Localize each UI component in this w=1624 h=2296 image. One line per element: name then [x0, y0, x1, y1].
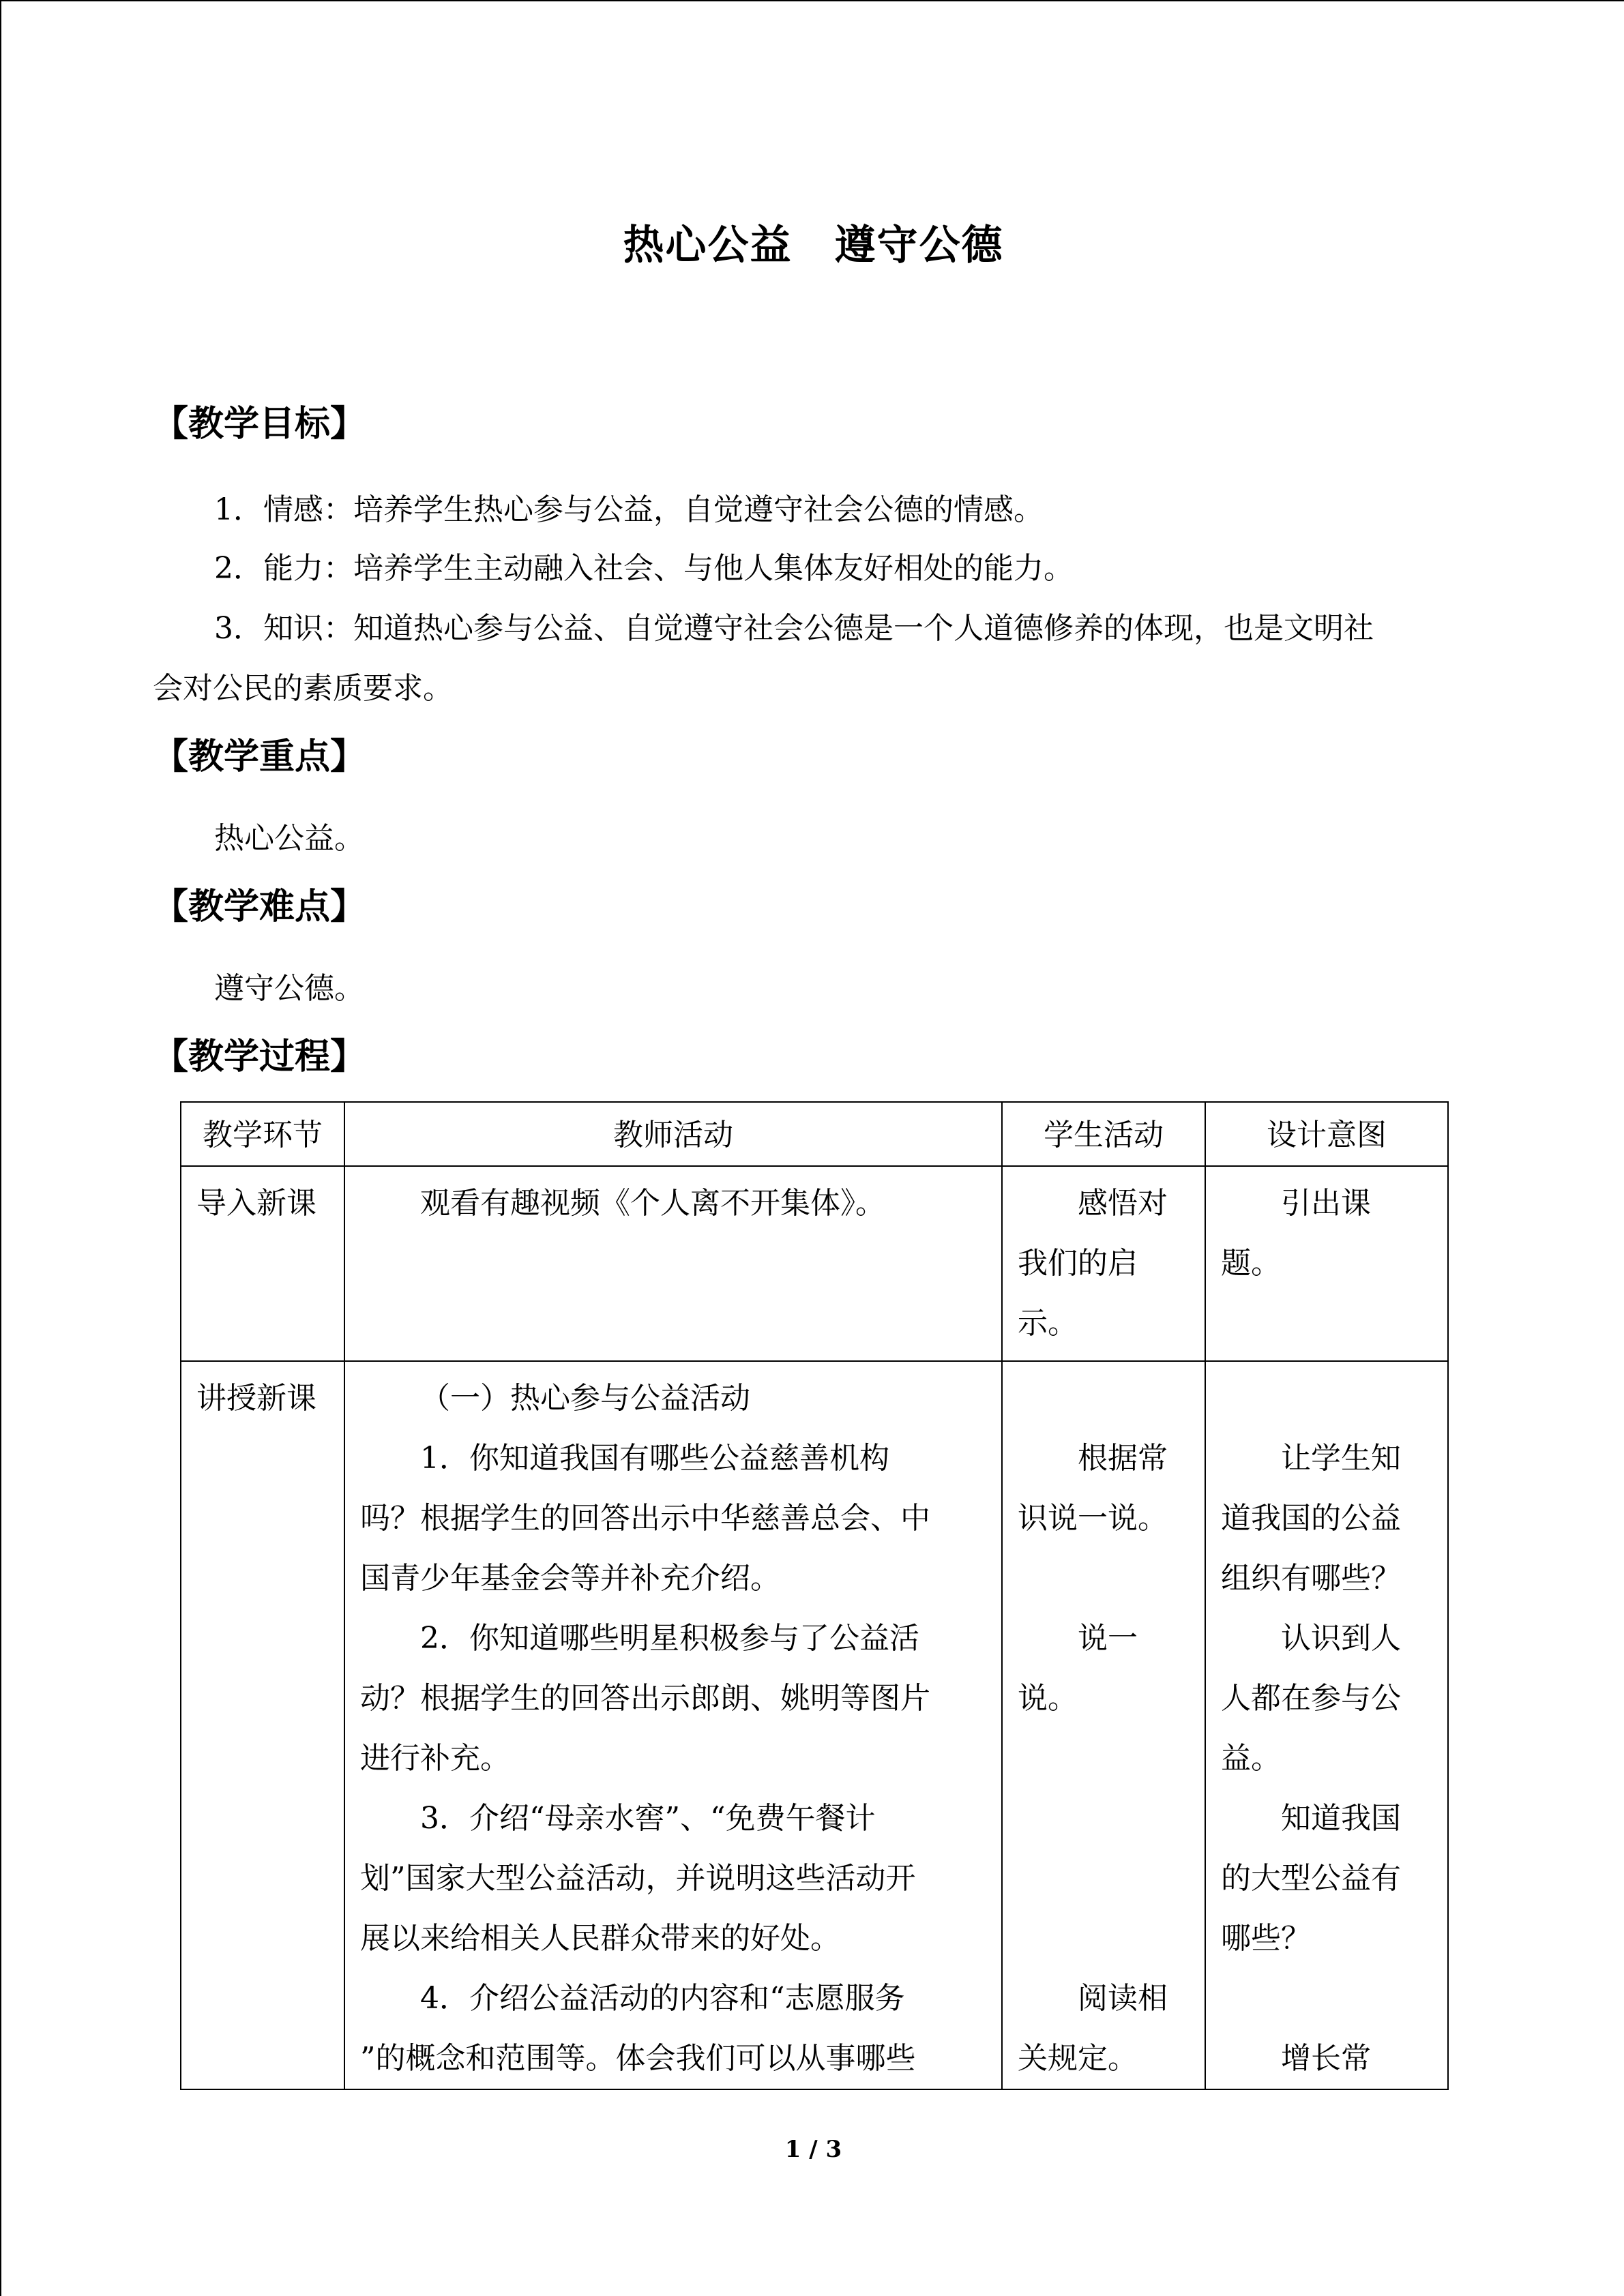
objective-item-2: 2．能力：培养学生主动融入社会、与他人集体友好相处的能力。 [214, 551, 1074, 586]
teaching-process-table [180, 1101, 1449, 2090]
spacer [1221, 1969, 1432, 2029]
teacher-activity-line: 国青少年基金会等并补充介绍。 [360, 1561, 780, 1596]
teacher-activity-cell [344, 1166, 1002, 1361]
spacer [1018, 1549, 1190, 1609]
column-header-stage: 教学环节 [181, 1102, 344, 1166]
spacer [1221, 1369, 1432, 1429]
design-intent-line: 人都在参与公 [1221, 1681, 1401, 1716]
design-intent-line: 益。 [1221, 1741, 1281, 1776]
stage-cell [181, 1166, 344, 1361]
teacher-activity-line: （一）热心参与公益活动 [420, 1381, 750, 1416]
student-activity-cell [1002, 1166, 1205, 1361]
spacer [1018, 1729, 1190, 1789]
design-intent-cell [1205, 1166, 1448, 1361]
key-point-text: 热心公益。 [214, 821, 364, 856]
table-row [181, 1361, 1448, 2089]
student-activity-line: 根据常 [1078, 1441, 1168, 1476]
difficulty-text: 遵守公德。 [214, 971, 364, 1006]
design-intent-line: 增长常 [1281, 2041, 1371, 2076]
design-intent-cell [1205, 1361, 1448, 2089]
objective-item-1: 1．情感：培养学生热心参与公益，自觉遵守社会公德的情感。 [214, 492, 1044, 527]
key-point-heading: 【教学重点】 [153, 736, 366, 777]
stage-text: 讲授新课 [196, 1381, 316, 1416]
student-activity-line: 说。 [1018, 1681, 1078, 1716]
teacher-activity-line: 4．介绍公益活动的内容和“志愿服务 [420, 1981, 905, 2016]
column-header-student-activity: 学生活动 [1002, 1102, 1205, 1166]
student-activity-line: 示。 [1018, 1306, 1078, 1341]
column-header-teacher-activity: 教师活动 [344, 1102, 1002, 1166]
student-activity-line: 阅读相 [1078, 1981, 1168, 2016]
design-intent-line: 认识到人 [1281, 1621, 1401, 1656]
spacer [1018, 1909, 1190, 1969]
design-intent-line: 知道我国 [1281, 1801, 1401, 1836]
objectives-heading: 【教学目标】 [153, 403, 366, 445]
design-intent-line: 让学生知 [1281, 1441, 1401, 1476]
teacher-activity-line: 吗？根据学生的回答出示中华慈善总会、中 [360, 1501, 930, 1536]
spacer [1018, 1789, 1190, 1849]
difficulty-heading: 【教学难点】 [153, 886, 366, 927]
document-title: 热心公益 遵守公德 [623, 222, 1004, 269]
design-intent-line: 题。 [1221, 1246, 1281, 1281]
teacher-activity-line: 观看有趣视频《个人离不开集体》。 [420, 1186, 885, 1221]
student-activity-line: 关规定。 [1018, 2041, 1138, 2076]
objective-item-3-line-2: 会对公民的素质要求。 [153, 671, 453, 706]
teacher-activity-line: 进行补充。 [360, 1741, 510, 1776]
design-intent-line: 的大型公益有 [1221, 1861, 1401, 1896]
design-intent-line: 道我国的公益 [1221, 1501, 1401, 1536]
student-activity-line: 说一 [1078, 1621, 1138, 1656]
column-header-design-intent: 设计意图 [1205, 1102, 1448, 1166]
teacher-activity-line: ”的概念和范围等。体会我们可以从事哪些 [360, 2041, 916, 2076]
stage-text: 导入新课 [196, 1186, 316, 1221]
objective-item-3-line-1: 3．知识：知道热心参与公益、自觉遵守社会公德是一个人道德修养的体现，也是文明社 [214, 611, 1374, 646]
teacher-activity-line: 1．你知道我国有哪些公益慈善机构 [420, 1441, 889, 1476]
teacher-activity-line: 2．你知道哪些明星积极参与了公益活 [420, 1621, 919, 1656]
student-activity-line: 感悟对 [1078, 1186, 1168, 1221]
teacher-activity-line: 动？根据学生的回答出示郎朗、姚明等图片 [360, 1681, 930, 1716]
teacher-activity-line: 展以来给相关人民群众带来的好处。 [360, 1921, 840, 1956]
student-activity-line: 识说一说。 [1018, 1501, 1168, 1536]
table-header-row [181, 1102, 1448, 1166]
spacer [1018, 1849, 1190, 1909]
design-intent-line: 哪些？ [1221, 1921, 1311, 1956]
student-activity-cell [1002, 1361, 1205, 2089]
teacher-activity-line: 划”国家大型公益活动，并说明这些活动开 [360, 1861, 916, 1896]
page-number: 1 / 3 [784, 2136, 842, 2163]
design-intent-line: 组织有哪些？ [1221, 1561, 1401, 1596]
teacher-activity-line: 3．介绍“母亲水窖”、“免费午餐计 [420, 1801, 876, 1836]
process-heading: 【教学过程】 [153, 1036, 366, 1077]
table-row [181, 1166, 1448, 1361]
student-activity-line: 我们的启 [1018, 1246, 1138, 1281]
teacher-activity-cell [344, 1361, 1002, 2089]
stage-cell [181, 1361, 344, 2089]
design-intent-line: 引出课 [1281, 1186, 1371, 1221]
spacer [1018, 1369, 1190, 1429]
